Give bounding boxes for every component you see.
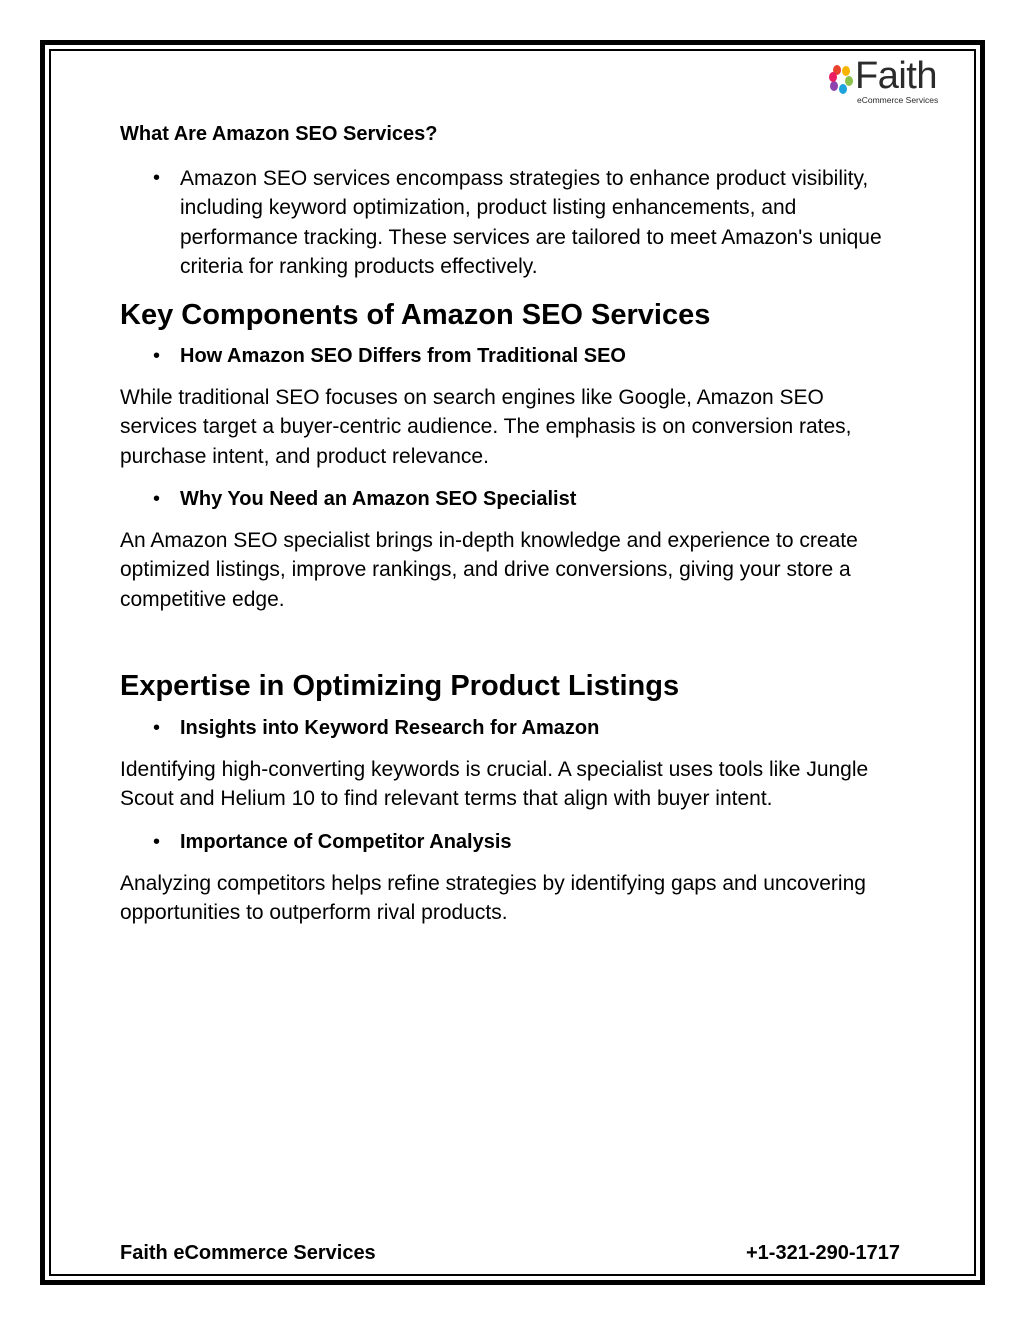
expertise-item-2-title-text: Importance of Competitor Analysis (180, 830, 512, 853)
bullet-icon: • (153, 488, 161, 511)
faith-logo (829, 55, 959, 110)
logo-tagline: eCommerce Services (857, 95, 939, 105)
key-item-1-body: While traditional SEO focuses on search engines like Google, Amazon SEO services target a buyer-centric audience. The emphasis is on conversion rates, purchase intent, and product relevance. (120, 386, 852, 468)
intro-heading: What Are Amazon SEO Services? (120, 123, 438, 145)
logo-petal-yellow (842, 66, 850, 76)
expertise-item-1-title (120, 714, 900, 743)
key-components-heading: Key Components of Amazon SEO Services (120, 299, 711, 332)
logo-petal-purple (830, 81, 838, 91)
bullet-icon: • (153, 716, 161, 739)
bullet-icon: • (153, 167, 161, 189)
key-item-2-body: An Amazon SEO specialist brings in-depth knowledge and experience to create optimized listings, improve rankings, and drive conversions, giving your store a competitive edge. (120, 529, 858, 611)
logo-petal-green (845, 76, 853, 86)
key-item-2-title (120, 485, 900, 514)
logo-petal-blue (839, 84, 847, 94)
footer-company: Faith eCommerce Services (120, 1242, 376, 1264)
page-footer (120, 1238, 900, 1268)
footer-phone: +1-321-290-1717 (745, 1242, 900, 1264)
document-body (120, 120, 900, 927)
intro-bullet (120, 164, 900, 281)
intro-bullet-text: Amazon SEO services encompass strategies to enhance product visibility, including keyword optimization, product listing enhancements, and performance tracking. These services are tailored to meet Amazon's unique criteria for ranking products effectively. (180, 167, 882, 278)
bullet-icon: • (153, 345, 161, 368)
expertise-item-1-title-text: Insights into Keyword Research for Amazon (180, 716, 600, 739)
expertise-item-2-title (120, 828, 900, 857)
logo-petal-pink (829, 72, 837, 82)
logo-wordmark: Faith (855, 55, 937, 97)
flower-logo-icon (829, 64, 855, 98)
expertise-heading: Expertise in Optimizing Product Listings (120, 669, 680, 702)
bullet-icon: • (153, 830, 161, 853)
key-item-2-title-text: Why You Need an Amazon SEO Specialist (180, 488, 577, 511)
expertise-item-1-body: Identifying high-converting keywords is crucial. A specialist uses tools like Jungle Scout and Helium 10 to find relevant terms that align with buyer intent. (120, 757, 869, 811)
expertise-item-2-body: Analyzing competitors helps refine strategies by identifying gaps and uncovering opportunities to outperform rival products. (120, 871, 866, 924)
key-item-1-title-text: How Amazon SEO Differs from Traditional SEO (180, 345, 626, 368)
key-item-1-title (120, 342, 900, 371)
